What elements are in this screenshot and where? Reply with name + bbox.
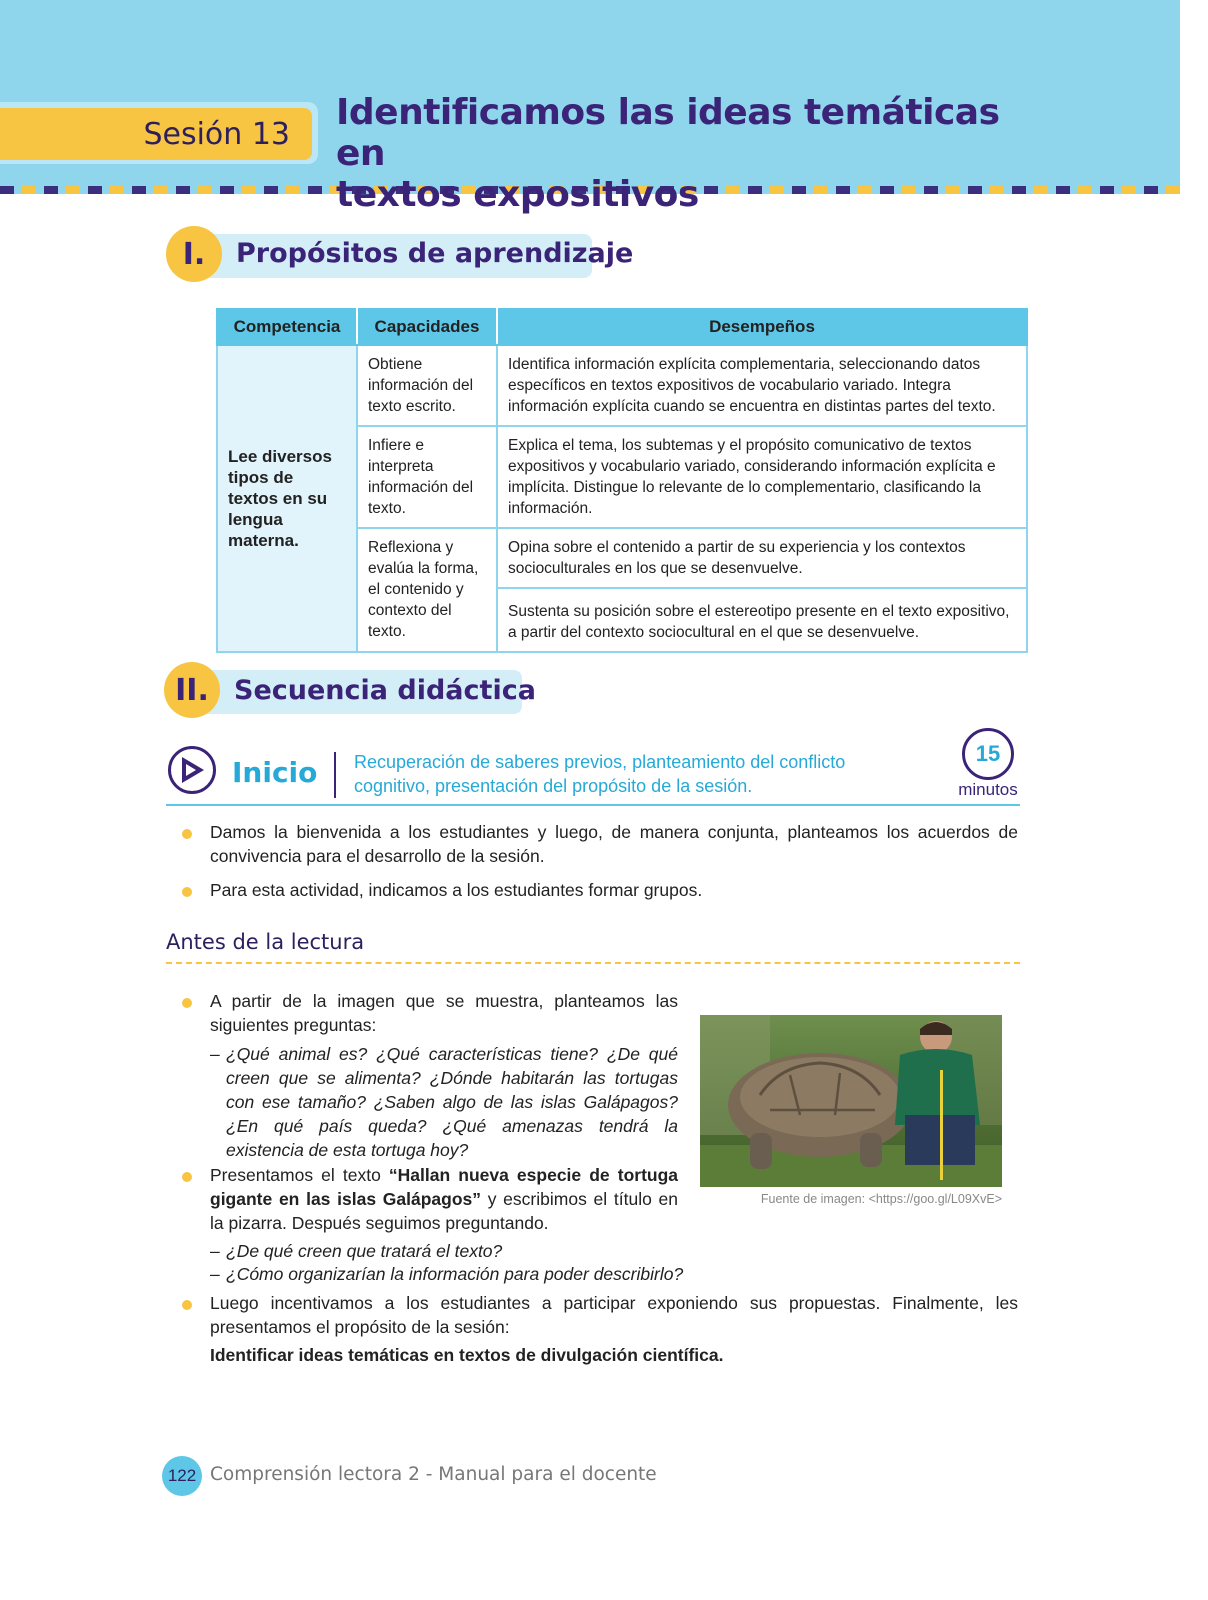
dash-marker: – xyxy=(210,1044,220,1064)
capacidad-cell: Reflexiona y evalúa la forma, el contenido y contexto del texto. xyxy=(357,528,497,652)
bullet-dot-icon xyxy=(182,998,192,1008)
capacidad-cell: Obtiene información del texto escrito. xyxy=(357,345,497,426)
question-list-item xyxy=(210,1042,678,1162)
bullet-dot-icon xyxy=(182,1172,192,1182)
table-header-row xyxy=(217,309,1027,345)
question-text: ¿Cómo organizarían la información para poder describirlo? xyxy=(226,1264,684,1284)
timer-minutes: 15 xyxy=(975,741,1001,766)
header-competencia: Competencia xyxy=(217,309,357,345)
dash-marker: – xyxy=(210,1264,220,1284)
competencia-cell: Lee diversos tipos de textos en su lengua materna. xyxy=(217,345,357,652)
desempeno-cell: Identifica información explícita complementaria, seleccionando datos específicos en textos expositivos de vocabulario variado. Integra información explícita cuando se encuentra en distintas partes del texto. xyxy=(497,345,1027,426)
question-list-item xyxy=(210,1239,770,1263)
dash-marker: – xyxy=(210,1241,220,1261)
timer-icon xyxy=(962,728,1014,780)
antes-dashed-line xyxy=(166,962,1020,964)
bullet-dot-icon xyxy=(182,829,192,839)
question-list-item xyxy=(210,1262,770,1286)
desempeno-cell: Opina sobre el contenido a partir de su experiencia y los contextos socioculturales en los que se desenvuelve. xyxy=(497,528,1027,588)
bullet-text xyxy=(210,1163,678,1235)
table-row xyxy=(217,345,1027,426)
inicio-divider xyxy=(334,752,336,798)
desempeno-cell: Sustenta su posición sobre el estereotipo presente en el texto expositivo, a partir del contexto sociocultural en el que se desenvuelve. xyxy=(497,588,1027,652)
page-title xyxy=(336,92,1036,215)
bullet-dot-icon xyxy=(182,1300,192,1310)
session-purpose: Identificar ideas temáticas en textos de divulgación científica. xyxy=(210,1345,724,1365)
inicio-description: Recuperación de saberes previos, planteamiento del conflicto cognitivo, presentación del propósito de la sesión. xyxy=(354,752,846,796)
header-capacidades: Capacidades xyxy=(357,309,497,345)
page-title-line1: Identificamos las ideas temáticas en xyxy=(336,92,1000,174)
section1-number: I. xyxy=(166,226,222,282)
session-label: Sesión 13 xyxy=(0,108,312,160)
image-caption: Fuente de imagen: <https://goo.gl/L09XvE> xyxy=(760,1192,1002,1206)
bullet-text: Luego incentivamos a los estudiantes a participar exponiendo sus propuestas. Finalmente, les presentamos el propósito de la sesión: xyxy=(210,1293,1018,1337)
question-text: ¿Qué animal es? ¿Qué características tiene? ¿De qué creen que se alimenta? ¿Dónde habitarán las tortugas con ese tamaño? ¿Saben algo de las islas Galápagos? ¿En qué país queda? ¿Qué amenazas tendrá la existencia de esta tortuga hoy? xyxy=(226,1044,678,1160)
footer-text: Comprensión lectora 2 - Manual para el docente xyxy=(210,1464,657,1485)
inicio-label: Inicio xyxy=(232,756,318,789)
section2-title: Secuencia didáctica xyxy=(234,675,536,706)
bullet2-pre: Presentamos el texto xyxy=(210,1165,389,1185)
bullet-text: Para esta actividad, indicamos a los estudiantes formar grupos. xyxy=(210,880,703,900)
page-title-line2: textos expositivos xyxy=(336,174,699,215)
bullet-text: A partir de la imagen que se muestra, planteamos las siguientes preguntas: xyxy=(210,991,678,1035)
bullet-text: Damos la bienvenida a los estudiantes y luego, de manera conjunta, planteamos los acuerdos de convivencia para el desarrollo de la sesión. xyxy=(210,822,1018,866)
antes-title: Antes de la lectura xyxy=(166,930,365,954)
question-text: ¿De qué creen que tratará el texto? xyxy=(226,1241,503,1261)
bullet2-post: y escribimos el título en la pizarra. Después seguimos preguntando. xyxy=(210,1189,678,1233)
section1-title: Propósitos de aprendizaje xyxy=(236,238,634,269)
page-number: 122 xyxy=(162,1456,202,1496)
desempeno-cell: Explica el tema, los subtemas y el propósito comunicativo de textos expositivos y vocabulario variado, considerando información explícita e implícita. Distingue lo relevante de lo complementario, clasificando la información. xyxy=(497,426,1027,528)
text-title-bold: “Hallan nueva especie de tortuga gigante en las islas Galápagos” xyxy=(210,1165,679,1209)
header-desempenos: Desempeños xyxy=(497,309,1027,345)
competencies-table xyxy=(216,308,1028,653)
section2-number: II. xyxy=(164,662,220,718)
capacidad-cell: Infiere e interpreta información del texto. xyxy=(357,426,497,528)
tortoise-photo xyxy=(700,1015,1002,1187)
inicio-underline xyxy=(166,804,1020,806)
bullet-dot-icon xyxy=(182,887,192,897)
timer-label: minutos xyxy=(958,780,1018,799)
